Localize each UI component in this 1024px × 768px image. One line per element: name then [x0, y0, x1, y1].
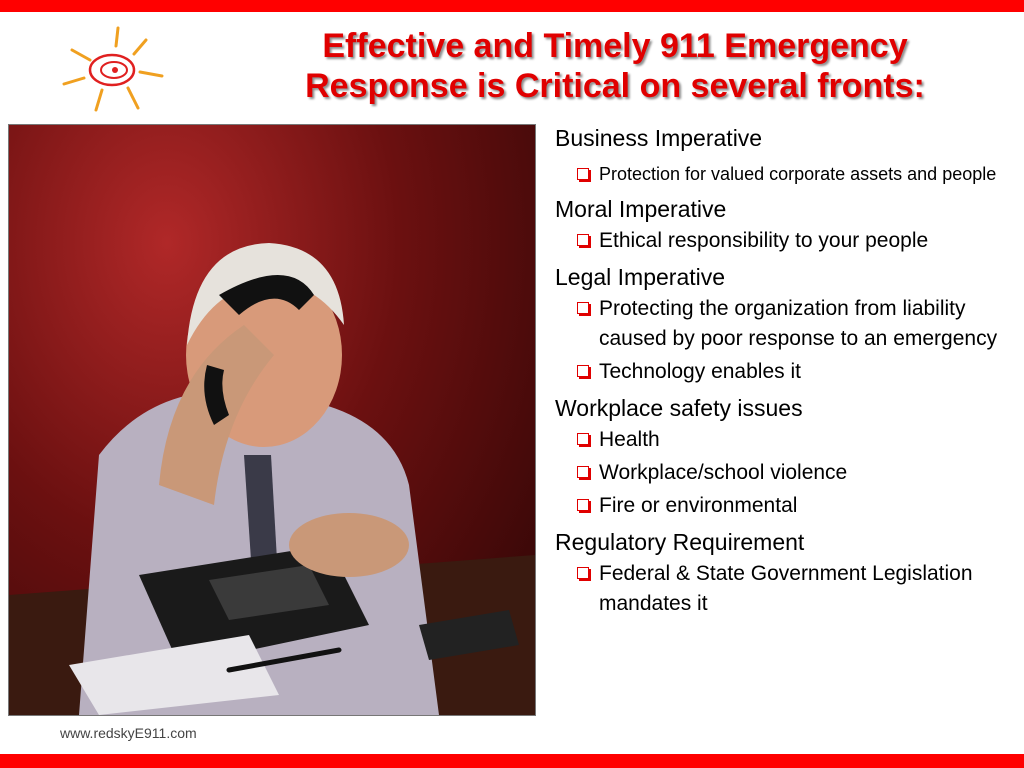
list-item-text: Technology enables it — [599, 360, 801, 383]
square-bullet-icon — [577, 365, 589, 377]
list-item-text: Federal & State Government Legislation mandates it — [599, 562, 973, 615]
list-item — [555, 425, 1015, 455]
list-item — [555, 226, 1015, 256]
square-bullet-icon — [577, 234, 589, 246]
square-bullet-icon — [577, 567, 589, 579]
slide-title-line-2: Response is Critical on several fronts: — [305, 67, 925, 105]
square-bullet-icon — [577, 499, 589, 511]
list-item-text: Protecting the organization from liability caused by poor response to an emergency — [599, 297, 998, 350]
section-heading-legal: Legal Imperative — [555, 264, 726, 290]
square-bullet-icon — [577, 168, 589, 180]
square-bullet-icon — [577, 302, 589, 314]
square-bullet-icon — [577, 433, 589, 445]
list-item — [555, 458, 1015, 488]
section-heading-regulatory: Regulatory Requirement — [555, 529, 805, 555]
section-heading-business: Business Imperative — [555, 125, 763, 151]
bullet-content — [555, 124, 1015, 619]
list-item-text: Fire or environmental — [599, 494, 798, 517]
sun-swirl-icon — [58, 24, 168, 114]
list-item-text: Health — [599, 428, 660, 451]
list-item — [555, 160, 1015, 188]
footer-url: www.redskyE911.com — [60, 725, 197, 741]
slide-title — [215, 26, 1015, 106]
square-bullet-icon — [577, 466, 589, 478]
section-heading-workplace: Workplace safety issues — [555, 395, 803, 421]
list-item-text: Workplace/school violence — [599, 461, 848, 484]
list-item — [555, 491, 1015, 521]
bottom-accent-bar — [0, 754, 1024, 768]
list-item-text: Ethical responsibility to your people — [599, 229, 929, 252]
man-on-phone-illustration — [8, 124, 536, 716]
slide-title-line-1: Effective and Timely 911 Emergency — [322, 27, 908, 65]
list-item — [555, 559, 1015, 619]
list-item-text: Protection for valued corporate assets and people — [599, 164, 997, 184]
list-item — [555, 294, 1015, 354]
top-accent-bar — [0, 0, 1024, 12]
section-heading-moral: Moral Imperative — [555, 196, 727, 222]
list-item — [555, 357, 1015, 387]
